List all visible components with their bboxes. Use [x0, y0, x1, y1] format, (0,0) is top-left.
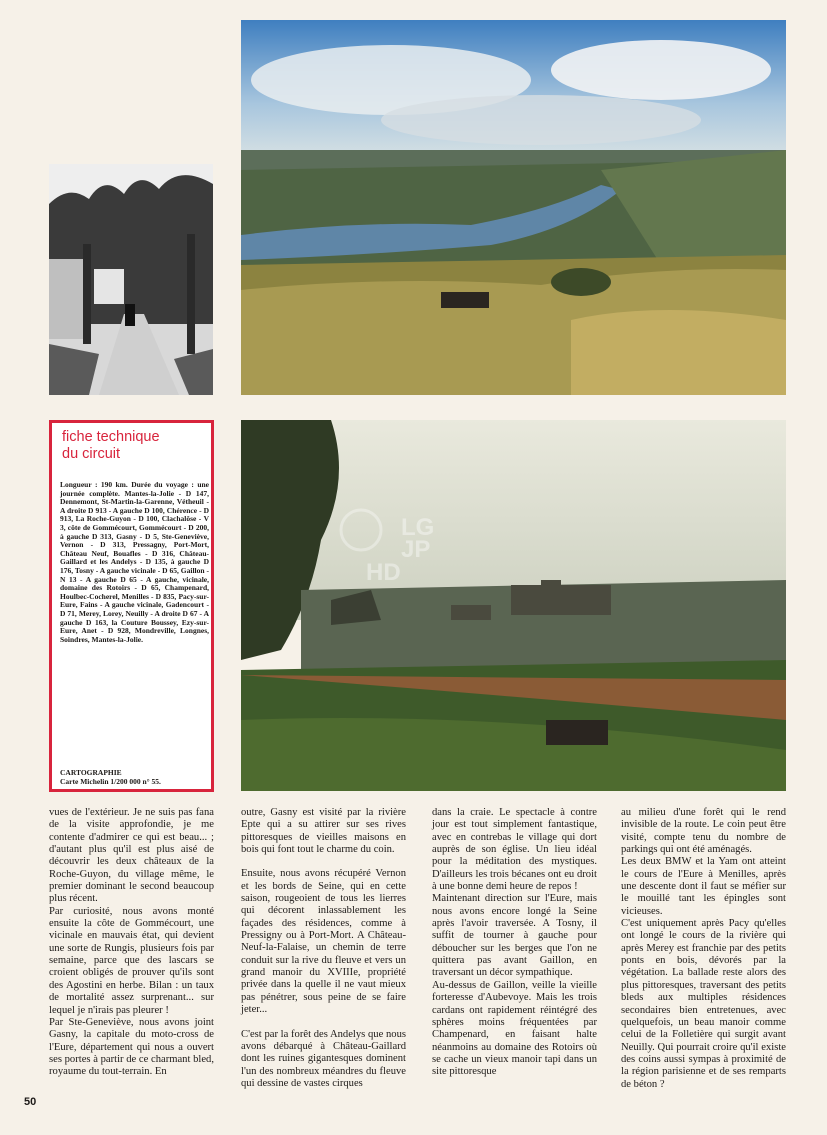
text-column-3 [432, 807, 597, 1079]
column3-paragraph: Au-dessus de Gaillon, veille la vieille forteresse d'Aubevoye. Mais les trois cardans ont rapidement réintégré des sphères moins fréquentées par Champenard, en faisant halte néanmoins au domaine des Rotoirs où se cache un vieux manoir tapi dans un site pittoresque [432, 979, 597, 1078]
text-column-4 [621, 807, 786, 1091]
column3-paragraph: Maintenant direction sur l'Eure, mais nous avons encore longé la Seine après l'avoir traversée. A Tosny, il suffit de tourner à gauche pour déboucher sur les berges que l'on ne quittera pas avant Gaillon, en traversant un décor sympathique. [432, 893, 597, 979]
column1-paragraph: Par Ste-Geneviève, nous avons joint Gasny, la capitale du moto-cross de l'Eure, département qui nous a ouvert ses portes à partir de ce charmant bled, royaume du tout-terrain. En [49, 1016, 214, 1078]
watermark-lg: LG [401, 514, 435, 541]
text-column-1 [49, 807, 214, 1079]
fiche-route-text: Longueur : 190 km. Durée du voyage : une journée complète. Mantes-la-Jolie - D 147, Dennemont, St-Martin-la-Garenne, Vétheuil - A droite D 913 - A gauche D 100, Chérence - D 913, La Roche-Guyon - D 100, Clachalôse - V 3, côte de Gommécourt, Gommécourt - D 200, à gauche D 313, Gasny - D 5, Ste-Geneviève, Vernon - D 313, Pressagny, Port-Mort, Château Neuf, Bouafles - D 316, Château-Gaillard et les Andelys - D 135, à gauche D 176, Tosny - A gauche vicinale - D 65, Gaillon - N 13 - A gauche D 65 - A gauche, vicinale, domaine des Rotoirs - D 65, Champenard, Houlbec-Cocherel, Menilles - D 835, Pacy-sur-Eure, Fains - A gauche vicinale, Gadencourt - D 71, Merey, Lorey, Neuilly - A droite D 67 - A gauche D 163, la Couture Boussey, Ezy-sur-Eure, Anet - D 928, Mondreville, Longnes, Soindres, Mantes-la-Jolie. [60, 480, 209, 644]
fiche-body [60, 481, 209, 644]
watermark-jp: JP [401, 536, 431, 563]
watermark-hd: HD [366, 559, 401, 586]
fiche-title-line2: du circuit [62, 446, 121, 462]
photo-chateau-gaillard [241, 420, 786, 791]
fiche-cartography [60, 769, 209, 786]
column1-paragraph: Par curiosité, nous avons monté ensuite la côte de Gommécourt, une vicinale en mauvais état, qui devient une sorte de Rungis, plusieurs fois par semaine, parce que des lascars se croient obligés de prouver qu'ils sont des Agostini en herbe. Bilan : un taux de mortalité assez surprenant... sur lequel je n'irais pas pleurer ! [49, 905, 214, 1016]
fiche-title-line1: fiche technique [62, 429, 160, 445]
column4-paragraph: C'est uniquement après Pacy qu'elles ont longé le cours de la rivière qui après Merey est franchie par des petits ponts en bois, dévorés par la végétation. La ballade reste alors des plus pittoresques, traversant des petits bleds aux multiples résidences secondaires bien entretenues, avec quelquefois, un beau manoir comme celui de la Folletière qui surgit avant Neuilly. Qui pourrait croire qu'il existe des coins aussi sympas à proximité de la région parisienne et de ses remparts de béton ? [621, 918, 786, 1090]
column3-paragraph: dans la craie. Le spectacle à contre jour est tout simplement fantastique, avec en contrebas le village qui dort auprès de son église. Un lieu idéal pour la méditation des mystiques. D'ailleurs les trois bécanes ont eu droit à une bonne demi heure de repos ! [432, 807, 597, 893]
text-column-2 [241, 807, 406, 1090]
fiche-title [62, 429, 160, 463]
fiche-technique-box [49, 420, 214, 792]
photo-village-road [49, 164, 213, 395]
column4-paragraph: au milieu d'une forêt qui le rend invisible de la route. Le coin peut être visité, compte tenu du nombre de parkings qui ont été aménagés. [621, 807, 786, 856]
column2-paragraph: Ensuite, nous avons récupéré Vernon et les bords de Seine, qui en cette saison, rougeoient de tous les lierres qui décorent inlassablement les façades des résidences, comme à Pressigny ou à Port-Mort. A Château-Neuf-la-Falaise, un chemin de terre conduit sur la rive du fleuve et vers un grand manoir du XVIIIe, propriété privée dans la quelle il ne vaut mieux pas pénétrer, sous peine de se faire jeter... [241, 868, 406, 1016]
page-number: 50 [24, 1096, 37, 1108]
fiche-carto-title: CARTOGRAPHIE [60, 768, 122, 777]
column4-paragraph: Les deux BMW et la Yam ont atteint le cours de l'Eure à Menilles, après une descente dont il faut se méfier sur le mouillé tant les épingles sont vicieuses. [621, 856, 786, 917]
column2-paragraph: C'est par la forêt des Andelys que nous avons débarqué à Château-Gaillard dont les ruines gigantesques dominent l'un des nombreux méandres du fleuve qui dessine de vastes cirques [241, 1028, 406, 1089]
fiche-carto-text: Carte Michelin 1/200 000 n° 55. [60, 776, 161, 786]
column1-paragraph: vues de l'extérieur. Je ne suis pas fana de la visite approfondie, je me contente d'admirer ce qui est beau... ; d'autant plus qu'il est plus aisé de découvrir les deux châteaux de la Roche-Guyon, du village même, le premier dominant le second beaucoup plus récent. [49, 807, 214, 905]
column2-paragraph: outre, Gasny est visité par la rivière Epte qui a su attirer sur ses rives pittoresques de vieilles maisons en bois qui font tout le charme du coin. [241, 807, 406, 856]
photo-seine-valley [241, 20, 786, 395]
